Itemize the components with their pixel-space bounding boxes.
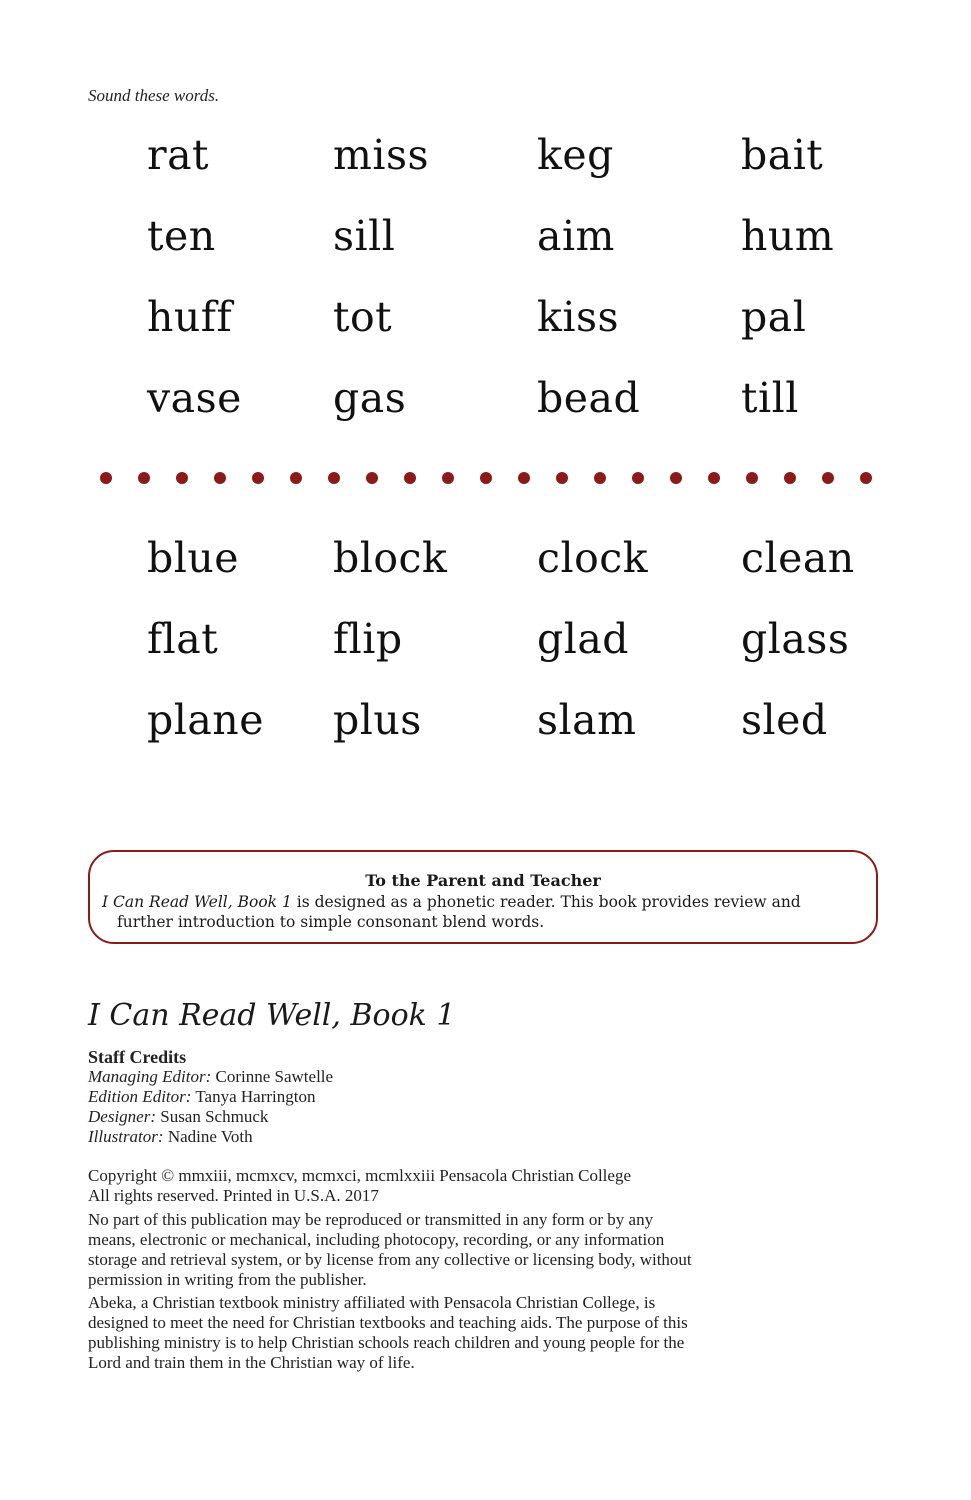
- sound-word: sled: [741, 696, 828, 744]
- sound-word: flat: [147, 615, 219, 663]
- paragraph-line: means, electronic or mechanical, including photocopy, recording, or any information: [88, 1230, 665, 1249]
- dot-divider: [100, 471, 872, 485]
- paragraph-line: designed to meet the need for Christian textbooks and teaching aids. The purpose of this: [88, 1313, 688, 1332]
- sound-word: vase: [147, 374, 242, 422]
- rights-paragraph: [88, 1210, 768, 1290]
- credit-line: [88, 1087, 768, 1107]
- copyright-block: [88, 1166, 768, 1206]
- credit-name: Corinne Sawtelle: [211, 1067, 334, 1086]
- word-row: [0, 374, 971, 459]
- staff-credits: [88, 1047, 768, 1147]
- note-line2: further introduction to simple consonant blend words.: [117, 913, 545, 931]
- divider-dot: [214, 472, 226, 484]
- divider-dot: [860, 472, 872, 484]
- sound-word: miss: [333, 131, 430, 179]
- word-row: [0, 696, 971, 781]
- sound-word: keg: [537, 131, 614, 179]
- divider-dot: [176, 472, 188, 484]
- note-book-name: I Can Read Well, Book 1: [102, 893, 292, 911]
- sound-word: tot: [333, 293, 393, 341]
- note-body: [102, 892, 832, 932]
- sound-word: hum: [741, 212, 835, 260]
- divider-dot: [366, 472, 378, 484]
- credit-role: Edition Editor:: [88, 1087, 192, 1106]
- copyright-line: Copyright © mmxiii, mcmxcv, mcmxci, mcmlxxiii Pensacola Christian College: [88, 1166, 631, 1185]
- divider-dot: [556, 472, 568, 484]
- credit-line: [88, 1107, 768, 1127]
- sound-word: plus: [333, 696, 422, 744]
- note-title: To the Parent and Teacher: [365, 871, 601, 890]
- sound-word: blue: [147, 534, 240, 582]
- word-row: [0, 293, 971, 378]
- divider-dot: [404, 472, 416, 484]
- paragraph-line: Lord and train them in the Christian way of life.: [88, 1353, 415, 1372]
- divider-dot: [632, 472, 644, 484]
- word-grid-top: [0, 131, 971, 459]
- credit-role: Managing Editor:: [88, 1067, 212, 1086]
- sound-word: bead: [537, 374, 641, 422]
- sound-word: clean: [741, 534, 855, 582]
- divider-dot: [290, 472, 302, 484]
- sound-word: block: [333, 534, 448, 582]
- divider-dot: [708, 472, 720, 484]
- sound-word: glass: [741, 615, 850, 663]
- sound-word: gas: [333, 374, 407, 422]
- sound-word: kiss: [537, 293, 620, 341]
- sound-word: slam: [537, 696, 637, 744]
- divider-dot: [784, 472, 796, 484]
- sound-word: flip: [333, 615, 403, 663]
- divider-dot: [822, 472, 834, 484]
- instruction-text: Sound these words.: [88, 86, 220, 105]
- divider-dot: [670, 472, 682, 484]
- word-row: [0, 615, 971, 700]
- divider-dot: [328, 472, 340, 484]
- divider-dot: [746, 472, 758, 484]
- word-row: [0, 534, 971, 619]
- word-row: [0, 212, 971, 297]
- rights-line: All rights reserved. Printed in U.S.A. 2017: [88, 1186, 379, 1205]
- sound-word: huff: [147, 293, 233, 341]
- sound-word: sill: [333, 212, 396, 260]
- divider-dot: [442, 472, 454, 484]
- paragraph-line: Abeka, a Christian textbook ministry affiliated with Pensacola Christian College, is: [88, 1293, 656, 1312]
- credit-role: Designer:: [88, 1107, 156, 1126]
- book-title: I Can Read Well, Book 1: [88, 998, 456, 1033]
- paragraph-line: publishing ministry is to help Christian schools reach children and young people for the: [88, 1333, 685, 1352]
- sound-word: pal: [741, 293, 807, 341]
- divider-dot: [480, 472, 492, 484]
- sound-word: till: [741, 374, 799, 422]
- note-line1: is designed as a phonetic reader. This book provides review and: [291, 893, 801, 911]
- parent-teacher-note: [88, 850, 878, 944]
- sound-word: aim: [537, 212, 615, 260]
- sound-word: glad: [537, 615, 630, 663]
- divider-dot: [138, 472, 150, 484]
- sound-word: bait: [741, 131, 824, 179]
- credit-line: [88, 1127, 768, 1147]
- divider-dot: [518, 472, 530, 484]
- sound-word: ten: [147, 212, 216, 260]
- paragraph-line: permission in writing from the publisher.: [88, 1270, 367, 1289]
- sound-word: plane: [147, 696, 264, 744]
- paragraph-line: No part of this publication may be reproduced or transmitted in any form or by any: [88, 1210, 654, 1229]
- sound-word: clock: [537, 534, 649, 582]
- divider-dot: [252, 472, 264, 484]
- credit-name: Tanya Harrington: [191, 1087, 316, 1106]
- credit-role: Illustrator:: [88, 1127, 164, 1146]
- word-grid-bottom: [0, 534, 971, 781]
- word-row: [0, 131, 971, 216]
- abeka-paragraph: [88, 1293, 768, 1373]
- divider-dot: [594, 472, 606, 484]
- sound-word: rat: [147, 131, 210, 179]
- credit-name: Nadine Voth: [163, 1127, 253, 1146]
- paragraph-line: storage and retrieval system, or by license from any collective or licensing body, without: [88, 1250, 692, 1269]
- credit-name: Susan Schmuck: [155, 1107, 269, 1126]
- credit-line: [88, 1067, 768, 1087]
- divider-dot: [100, 472, 112, 484]
- credits-heading: Staff Credits: [88, 1047, 187, 1067]
